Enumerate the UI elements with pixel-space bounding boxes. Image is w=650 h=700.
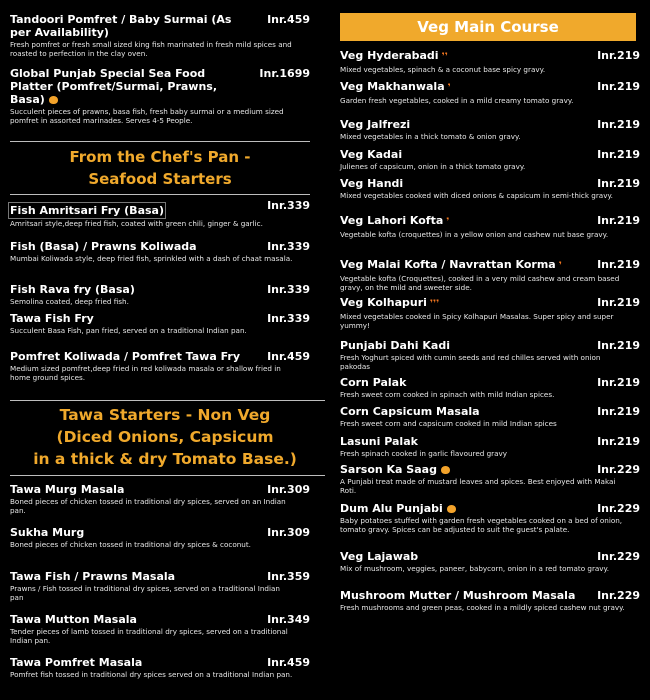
spicy-chili-icon: ❜ <box>446 217 450 227</box>
menu-item <box>340 214 640 239</box>
item-name: Corn Capsicum Masala <box>340 405 480 418</box>
item-name: Tawa Fish Fry <box>10 312 94 325</box>
menu-item <box>10 312 310 335</box>
item-description: Pomfret fish tossed in traditional dry spices served on a traditional Indian pan. <box>10 670 293 679</box>
item-name: Veg Malai Kofta / Navrattan Korma ❜ <box>340 258 562 271</box>
chef-special-icon <box>447 505 456 513</box>
item-description: Julienes of capsicum, onion in a thick tomato gravy. <box>340 162 526 171</box>
item-description: Boned pieces of chicken tossed in traditional dry spices, served on an Indian pan. <box>10 497 286 515</box>
spicy-chili-icon: ❜❜❜ <box>429 299 440 309</box>
menu-item <box>10 483 310 515</box>
item-name: Sarson Ka Saag <box>340 463 580 476</box>
menu-item <box>340 550 640 573</box>
spicy-chili-icon: ❜❜ <box>441 52 448 62</box>
item-price: Inr.359 <box>267 570 310 583</box>
menu-item <box>340 405 640 428</box>
item-price: Inr.229 <box>597 589 640 602</box>
item-price: Inr.219 <box>597 177 640 190</box>
section-title-chefs-pan: From the Chef's Pan - Seafood Starters <box>69 148 251 188</box>
item-price: Inr.219 <box>597 118 640 131</box>
item-description: Mixed vegetables in a thick tomato & onion gravy. <box>340 132 521 141</box>
item-description: Prawns / Fish tossed in traditional dry spices, served on a traditional Indian pan <box>10 584 280 602</box>
menu-item <box>340 177 640 200</box>
item-description: Boned pieces of chicken tossed in traditional dry spices & coconut. <box>10 540 251 549</box>
item-price: Inr.349 <box>267 613 310 626</box>
section-header-veg-main-course: Veg Main Course <box>340 13 636 41</box>
item-description: A Punjabi treat made of mustard leaves and spices. Best enjoyed with Makai Roti. <box>340 477 616 495</box>
item-description: Tender pieces of lamb tossed in traditional dry spices, served on a traditional Indian pan. <box>10 627 288 645</box>
item-name: Veg Hyderabadi ❜❜ <box>340 49 448 62</box>
menu-item <box>340 435 640 458</box>
item-name: Tandoori Pomfret / Baby Surmai (As per Availability) <box>10 13 232 39</box>
item-description: Garden fresh vegetables, cooked in a mild creamy tomato gravy. <box>340 96 574 105</box>
item-name: Sukha Murg <box>10 526 85 539</box>
item-description: Mumbai Koliwada style, deep fried fish, sprinkled with a dash of chaat masala. <box>10 254 293 263</box>
item-name: Veg Makhanwala ❜ <box>340 80 451 93</box>
item-name: Tawa Mutton Masala <box>10 613 137 626</box>
item-description: Succulent Basa Fish, pan fried, served on a traditional Indian pan. <box>10 326 247 335</box>
item-price: Inr.229 <box>597 463 640 476</box>
item-description: Mixed vegetables, spinach & a coconut base spicy gravy. <box>340 65 546 74</box>
spicy-chili-icon: ❜ <box>447 83 451 93</box>
chef-special-icon <box>49 96 58 104</box>
menu-item <box>340 118 640 141</box>
item-description: Mixed vegetables cooked in Spicy Kolhapuri Masalas. Super spicy and super yummy! <box>340 312 614 330</box>
item-description: Vegetable kofta (Croquettes), cooked in a very mild cashew and cream based gravy, on the mild and sweeter side. <box>340 274 620 292</box>
menu-item <box>10 613 310 645</box>
item-name: Veg Kolhapuri ❜❜❜ <box>340 296 440 309</box>
item-name: Lasuni Palak <box>340 435 418 448</box>
item-name: Veg Lajawab <box>340 550 419 563</box>
section-title-tawa-starters: Tawa Starters - Non Veg (Diced Onions, Capsicum in a thick & dry Tomato Base.) <box>33 406 297 468</box>
item-description: Fresh spinach cooked in garlic flavoured gravy <box>340 449 508 458</box>
spicy-chili-icon: ❜ <box>558 261 562 271</box>
item-description: Fresh sweet corn cooked in spinach with mild Indian spices. <box>340 390 555 399</box>
item-name: Fish (Basa) / Prawns Koliwada <box>10 240 197 253</box>
item-description: Semolina coated, deep fried fish. <box>10 297 129 306</box>
menu-item <box>10 656 310 679</box>
item-price: Inr.219 <box>597 435 640 448</box>
item-description: Fresh pomfret or fresh small sized king fish marinated in fresh mild spices and roasted to perfection in the clay oven. <box>10 40 292 58</box>
item-price: Inr.219 <box>597 405 640 418</box>
menu-item <box>10 13 310 58</box>
menu-item <box>340 296 640 330</box>
item-price: Inr.219 <box>597 49 640 62</box>
item-name: Veg Lahori Kofta ❜ <box>340 214 450 227</box>
item-price: Inr.309 <box>267 483 310 496</box>
menu-item <box>10 240 310 263</box>
divider <box>10 400 325 401</box>
item-price: Inr.459 <box>267 656 310 669</box>
menu-item <box>340 258 640 292</box>
item-description: Mix of mushroom, veggies, paneer, babycorn, onion in a red tomato gravy. <box>340 564 610 573</box>
item-name: Punjabi Dahi Kadi <box>340 339 450 352</box>
menu-item <box>10 283 310 306</box>
item-name: Pomfret Koliwada / Pomfret Tawa Fry <box>10 350 240 363</box>
item-description: Medium sized pomfret,deep fried in red koliwada masala or shallow fried in home ground spices. <box>10 364 281 382</box>
item-price: Inr.219 <box>597 339 640 352</box>
item-price: Inr.309 <box>267 526 310 539</box>
chef-special-icon <box>441 466 450 474</box>
item-description: Vegetable kofta (croquettes) in a yellow onion and cashew nut base gravy. <box>340 230 609 239</box>
menu-item <box>10 67 310 125</box>
item-name: Mushroom Mutter / Mushroom Masala <box>340 589 576 602</box>
item-name: Tawa Fish / Prawns Masala <box>10 570 176 583</box>
item-description: Amritsari style,deep fried fish, coated with green chili, ginger & garlic. <box>10 219 263 228</box>
item-description: Fresh mushrooms and green peas, cooked in a mildly spiced cashew nut gravy. <box>340 603 625 612</box>
menu-item <box>10 526 310 549</box>
item-price: Inr.219 <box>597 80 640 93</box>
item-name: Corn Palak <box>340 376 407 389</box>
item-description: Mixed vegetables cooked with diced onions & capsicum in semi-thick gravy. <box>340 191 613 200</box>
menu-item <box>340 80 640 105</box>
item-description: Succulent pieces of prawns, basa fish, fresh baby surmai or a medium sized pomfret in assorted marinades. Serves 4-5 People. <box>10 107 284 125</box>
menu-item <box>10 350 310 382</box>
item-name: Fish Rava fry (Basa) <box>10 283 135 296</box>
divider <box>10 194 310 195</box>
item-name: Veg Handi <box>340 177 404 190</box>
item-price: Inr.219 <box>597 296 640 309</box>
item-name: Tawa Pomfret Masala <box>10 656 143 669</box>
item-description: Baby potatoes stuffed with garden fresh vegetables cooked on a bed of onion, tomato gravy. Spices can be adjusted to suit the guest's palate. <box>340 516 623 534</box>
menu-item <box>340 148 640 171</box>
menu-item <box>10 570 310 602</box>
menu-item <box>340 463 640 495</box>
item-name: Tawa Murg Masala <box>10 483 125 496</box>
item-name: Veg Kadai <box>340 148 403 161</box>
item-price: Inr.459 <box>267 350 310 363</box>
item-description: Fresh Yoghurt spiced with cumin seeds and red chilles served with onion pakodas <box>340 353 601 371</box>
item-name: Veg Jalfrezi <box>340 118 411 131</box>
item-price: Inr.229 <box>597 550 640 563</box>
item-name: Fish Amritsari Fry (Basa) <box>10 204 164 217</box>
menu-item <box>340 376 640 399</box>
menu-item <box>340 49 640 74</box>
item-price: Inr.219 <box>597 148 640 161</box>
item-price: Inr.219 <box>597 376 640 389</box>
item-price: Inr.219 <box>597 214 640 227</box>
item-price: Inr.1699 <box>259 67 310 80</box>
item-price: Inr.339 <box>267 240 310 253</box>
menu-item <box>340 339 640 371</box>
item-price: Inr.229 <box>597 502 640 515</box>
menu-item <box>10 199 310 228</box>
item-price: Inr.459 <box>267 13 310 26</box>
item-price: Inr.339 <box>267 199 310 212</box>
item-name: Global Punjab Special Sea Food Platter (Pomfret/Surmai, Prawns, Basa) <box>10 67 218 106</box>
item-name: Dum Alu Punjabi <box>340 502 580 515</box>
item-price: Inr.339 <box>267 283 310 296</box>
item-description: Fresh sweet corn and capsicum cooked in mild Indian spices <box>340 419 557 428</box>
item-price: Inr.339 <box>267 312 310 325</box>
divider <box>10 475 325 476</box>
item-price: Inr.219 <box>597 258 640 271</box>
divider <box>10 141 310 142</box>
menu-item <box>340 589 640 612</box>
menu-item <box>340 502 640 534</box>
